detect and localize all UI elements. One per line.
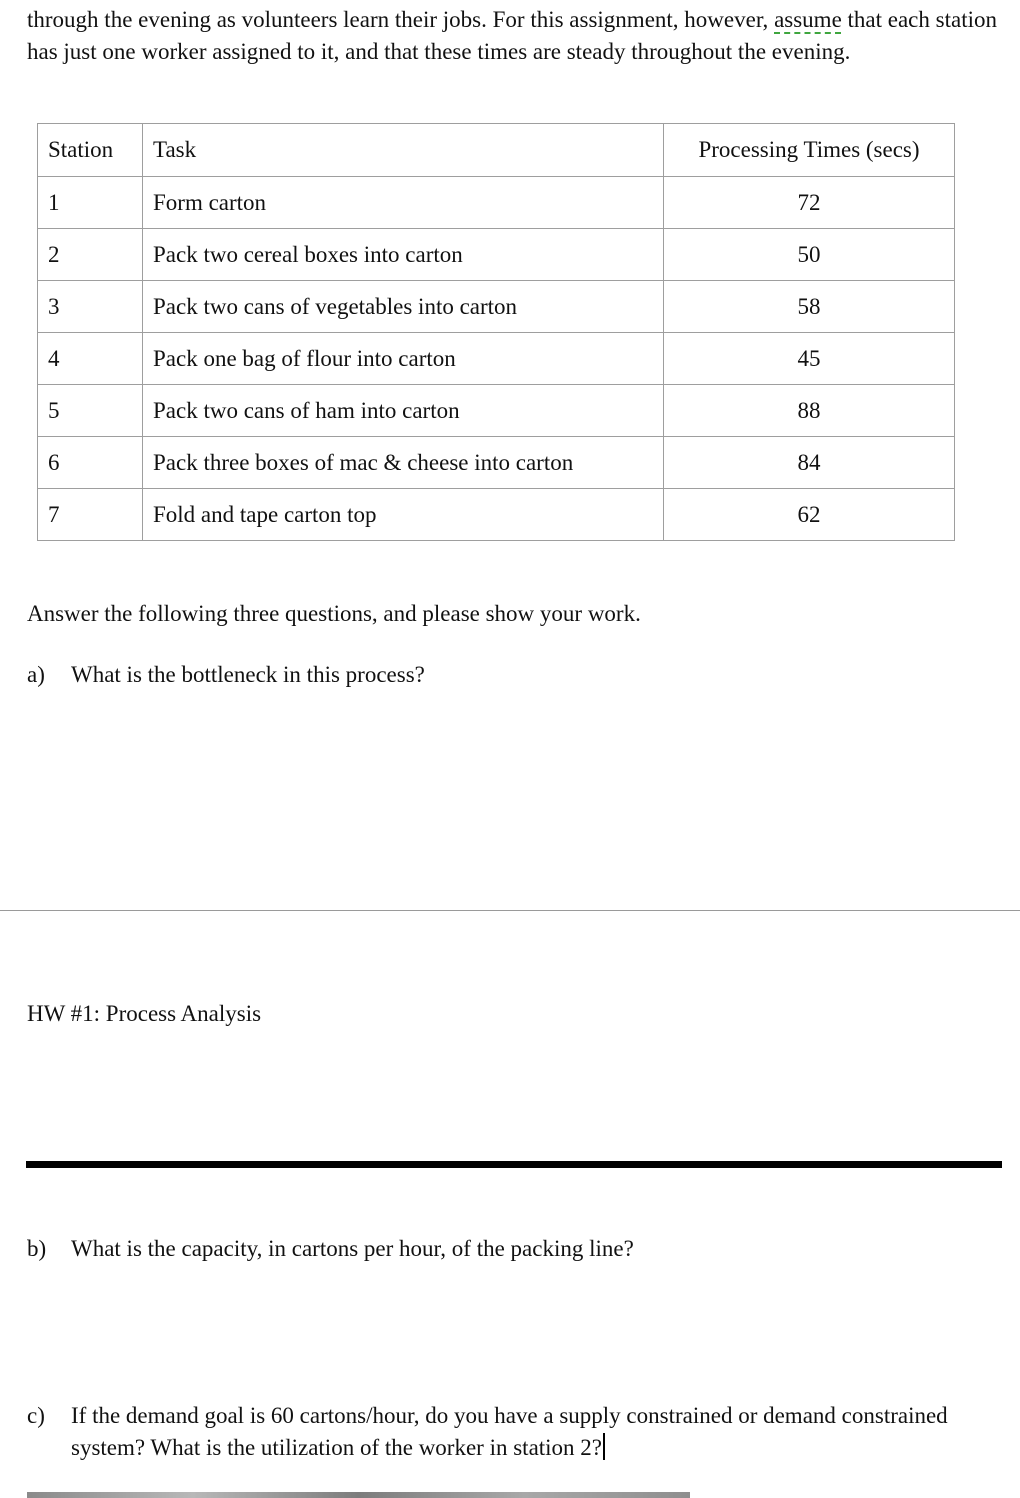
question-c-text: If the demand goal is 60 cartons/hour, do you have a supply constrained or demand constrained system? What is the utilization of the worker in station 2? xyxy=(71,1403,948,1460)
station-cell: 6 xyxy=(38,437,143,489)
question-b xyxy=(27,1233,927,1265)
task-cell: Pack one bag of flour into carton xyxy=(143,333,664,385)
instructions-label: Answer the following three questions, and please show your work. xyxy=(27,601,641,626)
table-row xyxy=(38,229,955,281)
question-b-label: b) xyxy=(27,1236,47,1261)
question-c-body[interactable] xyxy=(71,1400,957,1464)
station-cell: 5 xyxy=(38,385,143,437)
table-header-row xyxy=(38,124,955,177)
station-cell: 3 xyxy=(38,281,143,333)
processing-times-table xyxy=(37,123,955,541)
station-cell: 4 xyxy=(38,333,143,385)
image-edge-strip xyxy=(27,1492,690,1498)
header-station: Station xyxy=(38,124,143,177)
header-task: Task xyxy=(143,124,664,177)
processing-time-cell: 62 xyxy=(664,489,955,541)
intro-text-before: through the evening as volunteers learn their jobs. For this assignment, however, xyxy=(27,7,775,32)
hw-header-title: HW #1: Process Analysis xyxy=(27,1001,262,1026)
processing-time-cell: 50 xyxy=(664,229,955,281)
header-rule xyxy=(26,1161,1002,1168)
processing-time-cell: 72 xyxy=(664,177,955,229)
question-b-text: What is the capacity, in cartons per hour, of the packing line? xyxy=(71,1236,634,1261)
instructions-text xyxy=(27,598,641,630)
table-row xyxy=(38,385,955,437)
spellcheck-flagged-word[interactable]: assume xyxy=(774,7,842,32)
processing-time-cell: 58 xyxy=(664,281,955,333)
task-cell: Pack two cans of ham into carton xyxy=(143,385,664,437)
intro-text-after: that each station has just one worker assigned to it, and that these times are steady throughout the evening. xyxy=(27,7,997,64)
processing-time-cell: 88 xyxy=(664,385,955,437)
table-row xyxy=(38,281,955,333)
task-cell: Pack two cans of vegetables into carton xyxy=(143,281,664,333)
intro-paragraph xyxy=(27,4,1012,68)
text-cursor xyxy=(603,1433,605,1460)
question-a xyxy=(27,659,727,691)
header-processing-times: Processing Times (secs) xyxy=(664,124,955,177)
processing-time-cell: 84 xyxy=(664,437,955,489)
question-c-label: c) xyxy=(27,1403,45,1428)
table-row xyxy=(38,333,955,385)
question-a-label: a) xyxy=(27,662,45,687)
task-cell: Pack three boxes of mac & cheese into carton xyxy=(143,437,664,489)
table-row xyxy=(38,177,955,229)
task-cell: Pack two cereal boxes into carton xyxy=(143,229,664,281)
station-cell: 7 xyxy=(38,489,143,541)
station-cell: 1 xyxy=(38,177,143,229)
table-row xyxy=(38,489,955,541)
question-c[interactable] xyxy=(27,1400,957,1464)
question-a-text: What is the bottleneck in this process? xyxy=(71,662,425,687)
task-cell: Fold and tape carton top xyxy=(143,489,664,541)
station-cell: 2 xyxy=(38,229,143,281)
processing-time-cell: 45 xyxy=(664,333,955,385)
page-divider xyxy=(0,910,1020,911)
table-row xyxy=(38,437,955,489)
task-cell: Form carton xyxy=(143,177,664,229)
